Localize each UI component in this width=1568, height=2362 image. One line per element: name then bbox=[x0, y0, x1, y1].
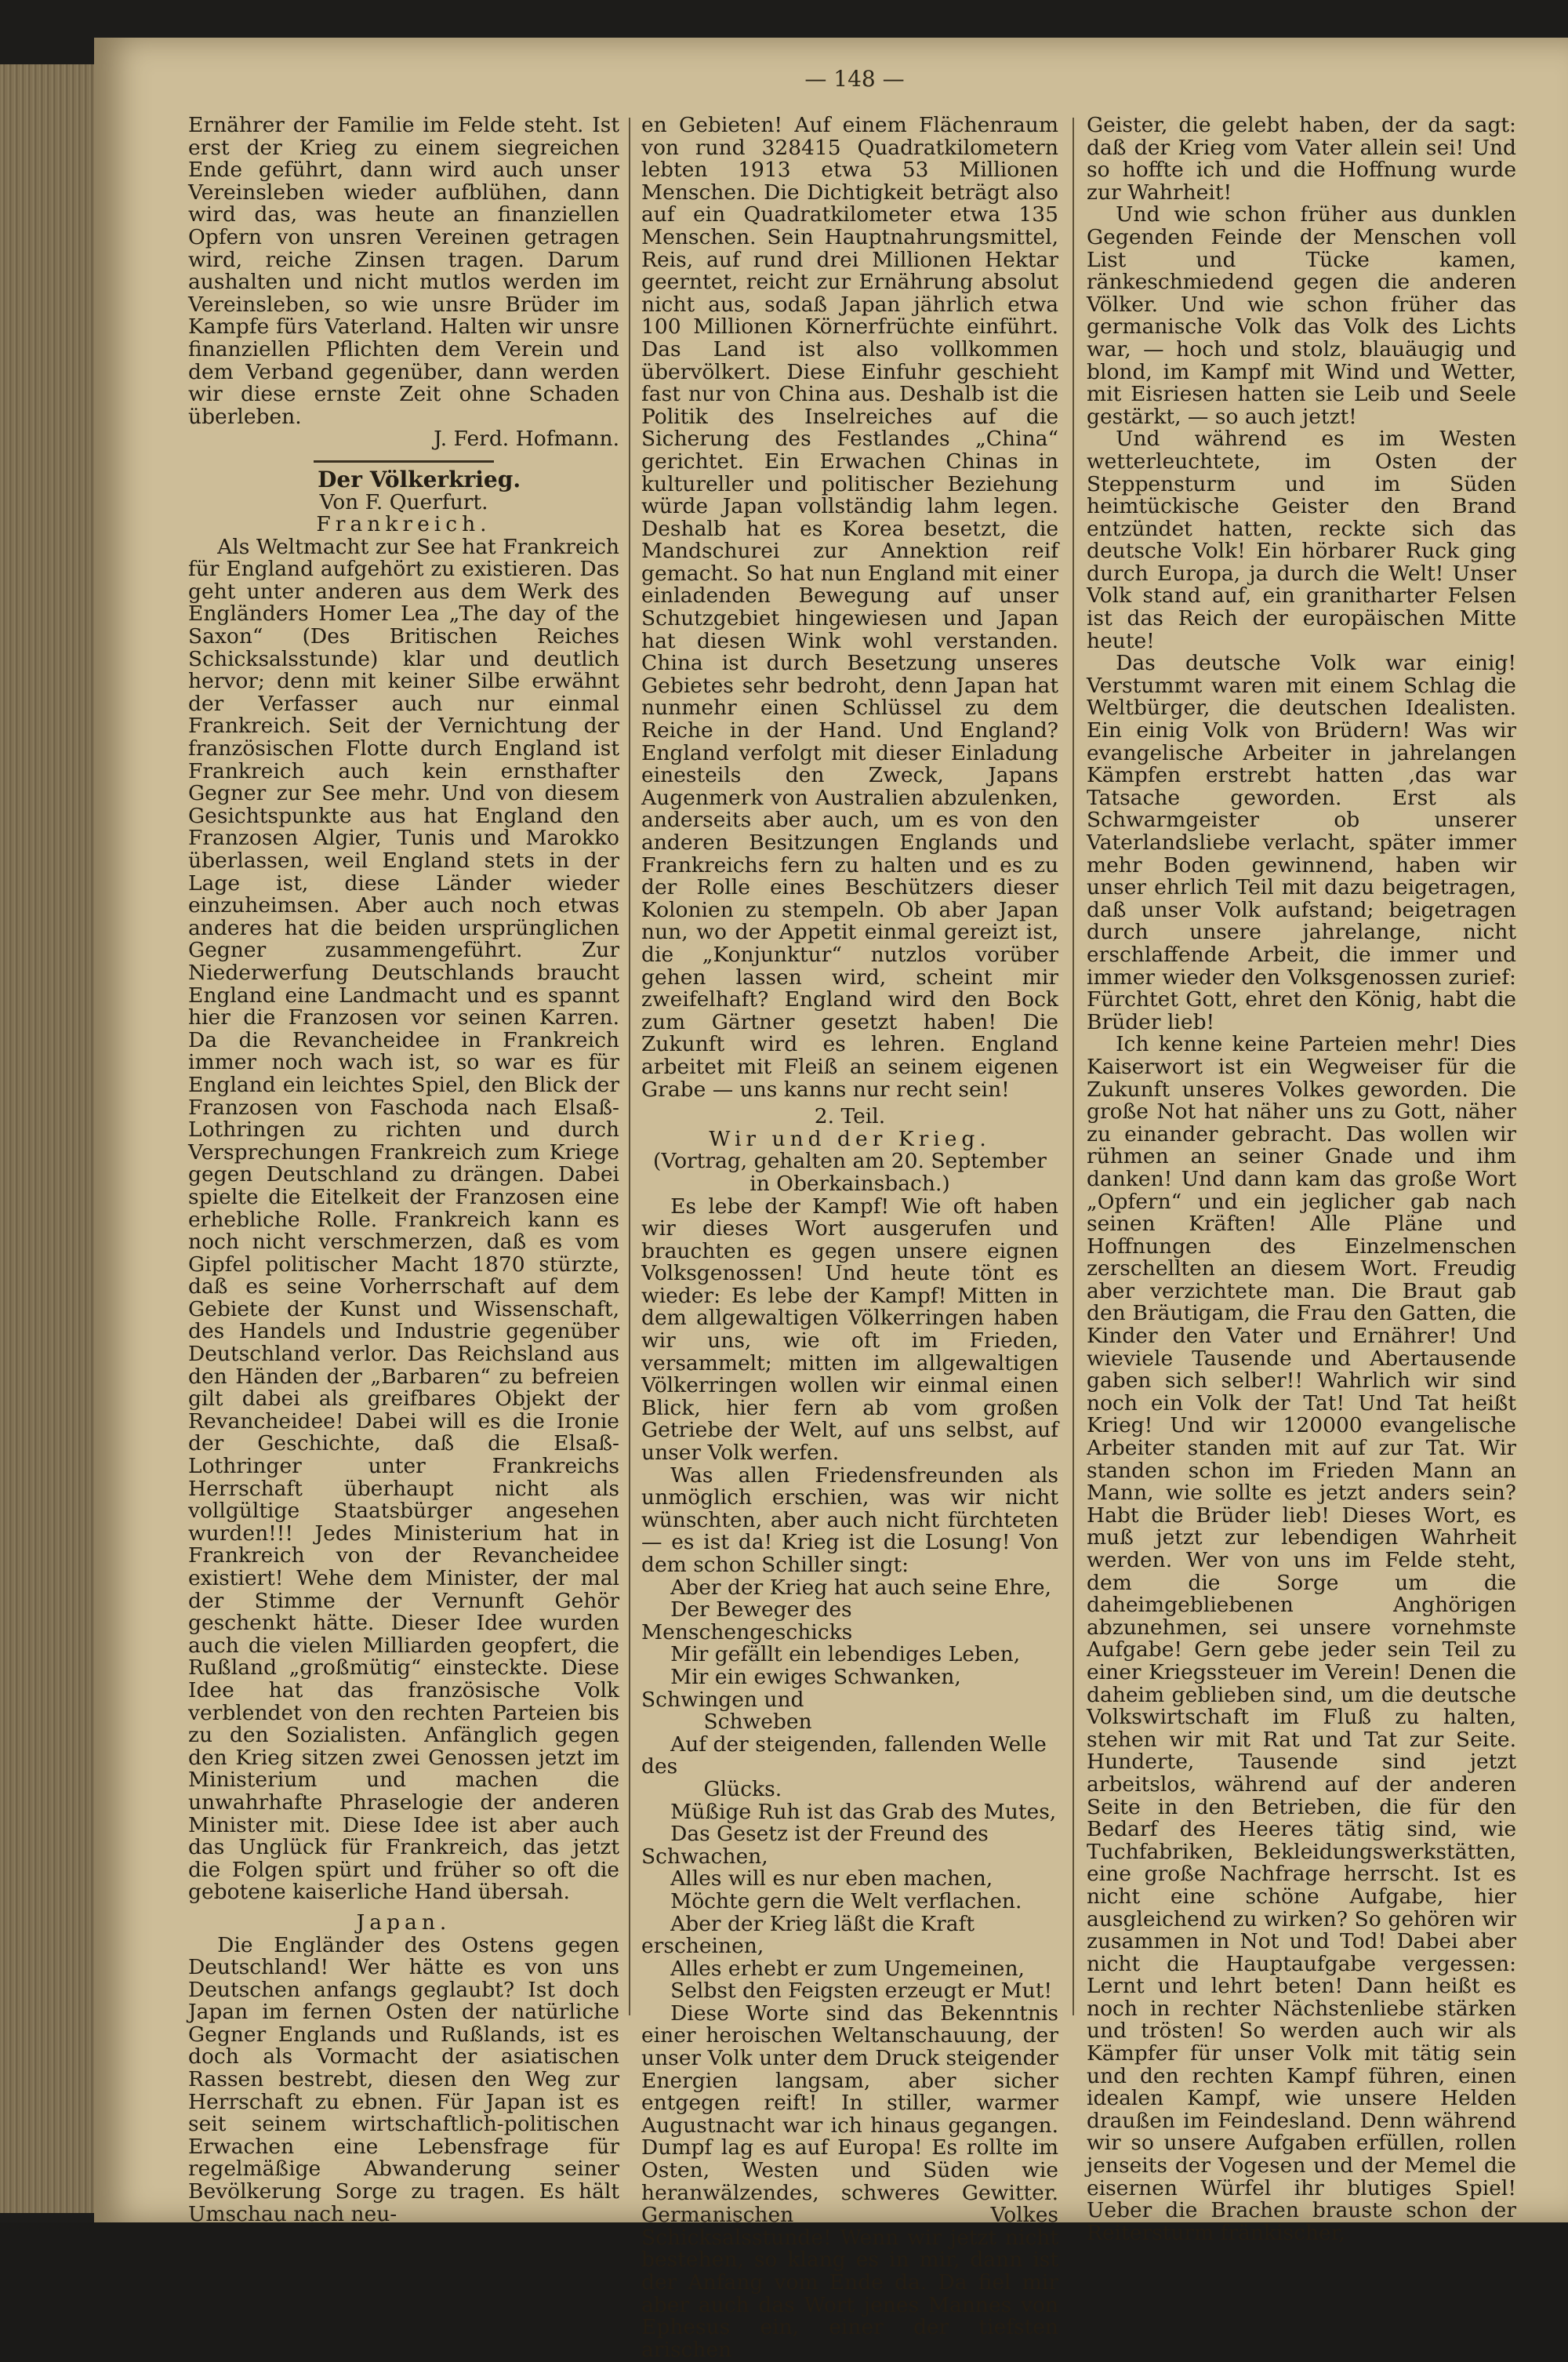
signature: J. Ferd. Hofmann. bbox=[434, 427, 619, 452]
column-1 bbox=[188, 114, 619, 2226]
column-rule-1 bbox=[629, 118, 630, 2015]
poem-line: Selbst den Feigsten erzeugt er Mut! bbox=[670, 1979, 1053, 2004]
part-title: 2. Teil. bbox=[814, 1104, 886, 1129]
poem-line: Müßige Ruh ist das Grab des Mutes, bbox=[670, 1799, 1057, 1824]
paragraph-worte: Diese Worte sind das Bekenntnis einer heroischen Weltanschauung, der unser Volk unter dem Druck steigender Energien langsam, aber sicher entgegen reift! In stiller, warmer Augustnacht war ich hinaus gegangen. Dumpf lag es auf Europa! Es rollte im Osten, Westen und Süden wie heranwälzendes, schweres Gewitter. Germanischen Volkes Schicksalsstunde! Wenn wir jetzt nicht bestehen, so klang es in mir, dann ist der Anfang vom Ende da. Da fiel mir aber auch das Wort jenes Mannes von Ephesus ein, einer der tiefsten arischen bbox=[641, 2000, 1058, 2362]
paragraph-japan-continued: en Gebieten! Auf einem Flächenraum von rund 328415 Quadratkilometern lebten 1913 etwa 53 Millionen Menschen. Die Dichtigkeit beträgt also auf ein Quadratkilometer etwa 135 Menschen. Sein Hauptnahrungsmittel, Reis, auf rund drei Millionen Hektar geerntet, reicht zur Ernährung absolut nicht aus, sodaß Japan jährlich etwa 100 Millionen Körnerfrüchte einführt. Das Land ist also vollkommen übervölkert. Diese Einfuhr geschieht fast nur von China aus. Deshalb ist die Politik des Inselreiches auf die Sicherung des Festlandes „China“ gerichtet. Ein Erwachen Chinas in kultureller und politischer Beziehung würde Japan vollständig lahm legen. Deshalb hat es Korea besetzt, die Mandschurei zur Annektion reif gemacht. So hat nun England mit einer einladenden Bewegung auf unser Schutzgebiet hingewiesen und Japan hat diesen Wink wohl verstanden. China ist durch Besetzung unseres Gebietes sehr bedroht, denn Japan hat nunmehr einen Schlüssel zu dem Reiche in der Hand. Und England? England verfolgt mit dieser Einladung einesteils den Zweck, Japans Augenmerk von Australien abzulenken, anderseits aber auch, um es von den anderen Besitzungen Englands und Frankreichs fern zu halten und es zu der Rolle eines Beschützers dieser Kolonien zu stempeln. Ob aber Japan nun, wo der Appetit einmal gereizt ist, die „Konjunktur“ nutzlos vorüber gehen lassen wird, scheint mir zweifelhaft? England wird den Bock zum Gärtner gesetzt haben! Die Zukunft wird es lehren. England arbeitet mit Fleiß an seinem eigenen Grabe — uns kanns nur recht sein! bbox=[641, 113, 1058, 1102]
paragraph-japan: Die Engländer des Ostens gegen Deutschland! Wer hätte es von uns Deutschen anfangs geglaubt? Ist doch Japan im fernen Osten der natürliche Gegner Englands und Rußlands, ist es doch als Vormacht der asiatischen Rassen bestrebt, diesen den Weg zur Herrschaft zu ebnen. Für Japan ist es seit seinem wirtschaftlich-politischen Erwachen eine Lebensfrage für regelmäßige Abwanderung seiner Bevölkerung Sorge zu tragen. Es hält Umschau nach neu- bbox=[188, 1932, 619, 2226]
column-2 bbox=[641, 114, 1058, 2361]
poem-line: Möchte gern die Welt verflachen. bbox=[670, 1888, 1022, 1913]
paragraph-intro: Ernährer der Familie im Felde steht. Ist erst der Krieg zu einem siegreichen Ende geführt, dann wird auch unser Vereinsleben wieder aufblühen, dann wird das, was heute an finanziellen Opfern von unsren Vereinen getragen wird, reiche Zinsen tragen. Darum aushalten und nicht mutlos werden im Vereinsleben, so wie unsre Brüder im Kampfe fürs Vaterland. Halten wir unsre finanziellen Pflichten dem Verein und dem Verband gegenüber, dann werden wir diese ernste Zeit ohne Schaden überleben. bbox=[188, 113, 619, 429]
column-rule-2 bbox=[1073, 118, 1074, 2015]
paragraph-friedensfreunde: Was allen Friedensfreunden als unmöglich erschien, was wir nicht wünschten, aber auch nicht fürchteten — es ist da! Krieg ist die Losung! Von dem schon Schiller singt: bbox=[641, 1463, 1058, 1577]
column-3 bbox=[1087, 114, 1516, 2244]
paragraph-parteien: Ich kenne keine Parteien mehr! Dies Kaiserwort ist ein Wegweiser für die Zukunft unseres Volkes geworden. Die große Not hat näher uns zu Gott, näher zu einander gebracht. Das wollen wir rühmen an seiner Gnade und ihm danken! Und dann kam das große Wort „Opfern“ und ein jeglicher gab nach seinen Kräften! Alle Pläne und Hoffnungen des Einzelmenschen zerschellten an diesem Wort. Freudig aber verzichtete man. Die Braut gab den Bräutigam, die Frau den Gatten, die Kinder den Vater und Ernährer! Und wieviele Tausende und Abertausende gaben sich selber!! Wahrlich wir sind noch ein Volk der Tat! Und Tat heißt Krieg! Und wir 120000 evangelische Arbeiter standen mit auf zur Tat. Wir standen schon im Frieden Mann an Mann, wie sollte es jetzt anders sein? Habt die Brüder lieb! Dieses Wort, es muß jetzt zur lebendigen Wahrheit werden. Wer von uns im Felde steht, dem die Sorge um die daheimgebliebenen Anghörigen abzunehmen, sei unsere vornehmste Aufgabe! Gern gebe jeder sein Teil zu einer Kriegssteuer im Verein! Denen die daheim geblieben sind, um die deutsche Volkswirtschaft im Fluß zu halten, stehen wir mit Rat und Tat zur Seite. Hunderte, Tausende sind jetzt arbeitslos, während auf der anderen Seite in den Betrieben, die für den Bedarf des Heeres tätig sind, wie Tuchfabriken, Bekleidungswerkstätten, eine große Nachfrage herrscht. Ist es nicht eine schöne Aufgabe, hier ausgleichend zu wirken? So gehören wir zusammen in Not und Tod! Dabei aber nicht die Hauptaufgabe vergessen: Lernt und lehrt beten! Dann heißt es noch in rechter Nächstenliebe stärken und trösten! So werden auch wir als Kämpfer für unser Volk mit tätig sein und den rechten Kampf führen, einen idealen Kampf, wie unsere Helden draußen im Feindesland. Denn während wir so unsere Aufgaben erfüllen, rollen jenseits der Vogesen und der Memel die eisernen Würfel ihr blutiges Spiel! Ueber die Brachen brauste schon der Reitersturm fränkischer, bbox=[1087, 1032, 1516, 2245]
article-title: Der Völkerkrieg. bbox=[318, 466, 521, 492]
schiller-poem bbox=[641, 1577, 1058, 2003]
poem-line: Alles erhebt er zum Ungemeinen, bbox=[670, 1956, 1025, 1981]
paragraph-france: Als Weltmacht zur See hat Frankreich für England aufgehört zu existieren. Das geht unter anderen aus dem Werk des Engländers Homer Lea „The day of the Saxon“ (Des Britischen Reiches Schicksalsstunde) klar und deutlich hervor; denn mit keiner Silbe erwähnt der Verfasser auch nur einmal Frankreich. Seit der Vernichtung der französischen Flotte durch England ist Frankreich auch kein ernsthafter Gegner zur See mehr. Und von diesem Gesichtspunkte aus hat England den Franzosen Algier, Tunis und Marokko überlassen, weil England stets in der Lage ist, diese Länder wieder einzuheimsen. Aber auch noch etwas anderes hat die beiden ursprünglichen Gegner zusammengeführt. Zur Niederwerfung Deutschlands braucht England eine Landmacht und es spannt hier die Franzosen vor seinen Karren. Da die Revancheidee in Frankreich immer noch wach ist, so war es für England ein leichtes Spiel, den Blick der Franzosen von Faschoda nach Elsaß-Lothringen zu richten und durch Versprechungen Frankreich zum Kriege gegen Deutschland zu drängen. Dabei spielte die Eitelkeit der Franzosen eine erhebliche Rolle. Frankreich kann es noch nicht verschmerzen, daß es vom Gipfel politischer Macht 1870 stürzte, daß es seine Vorherrschaft auf dem Gebiete der Kunst und Wissenschaft, des Handels und Industrie gegenüber Deutschland verlor. Das Reichsland aus den Händen der „Barbaren“ zu befreien gilt dabei als greifbares Objekt der Revancheidee! Dabei will es die Ironie der Geschichte, daß die Elsaß-Lothringer unter Frankreichs Herrschaft überhaupt nicht als vollgültige Staatsbürger angesehen wurden!!! Jedes Ministerium hat in Frankreich von der Revancheidee existiert! Wehe dem Minister, der mal der Stimme der Vernunft Gehör geschenkt hätte. Dieser Idee wurden auch die vielen Milliarden geopfert, die Rußland „großmütig“ einsteckte. Diese Idee hat das französische Volk verblendet von den rechten Parteien bis zu den Sozialisten. Anfänglich gegen den Krieg sitzen zwei Genossen jetzt im Ministerium und machen die unwahrhafte Phraselogie der anderen Minister mit. Diese Idee ist aber auch das Unglück für Frankreich, das jetzt die Folgen spürt und früher so oft die gebotene kaiserliche Hand übersah. bbox=[188, 534, 619, 1905]
poem-line: Das Gesetz ist der Freund des Schwachen, bbox=[641, 1822, 989, 1869]
part-subtitle: Wir und der Krieg. bbox=[709, 1126, 991, 1151]
poem-line: Der Beweger des Menschengeschicks bbox=[641, 1597, 853, 1644]
paragraph-einig: Das deutsche Volk war einig! Verstummt waren mit einem Schlag die Weltbürger, die deutschen Idealisten. Ein einig Volk von Brüdern! Was wir evangelische Arbeiter in jahrelangen Kämpfen erstrebt hatten ,das war Tatsache geworden. Erst als Schwarmgeister ob unserer Vaterlandsliebe verlacht, später immer mehr Boden gewinnend, haben wir unser ehrlich Teil mit dazu beigetragen, daß unser Volk aufstand; beigetragen durch unsere jahrelange, nicht erschlaffende Arbeit, die immer und immer wieder den Volksgenossen zurief: Fürchtet Gott, ehret den König, habt die Brüder lieb! bbox=[1087, 651, 1516, 1034]
poem-line: Schweben bbox=[703, 1710, 812, 1735]
paragraph-geister: Geister, die gelebt haben, der da sagt: daß der Krieg vom Vater allein sei! Und so hoffte ich und die Hoffnung wurde zur Wahrheit! bbox=[1087, 113, 1516, 205]
poem-line: Mir ein ewiges Schwanken, Schwingen und bbox=[641, 1664, 961, 1712]
section-divider bbox=[314, 460, 494, 463]
article-author: Von F. Querfurt. bbox=[319, 489, 488, 514]
poem-line: Glücks. bbox=[703, 1776, 782, 1801]
paragraph-kampf: Es lebe der Kampf! Wie oft haben wir dieses Wort ausgerufen und brauchten es gegen unsere eignen Volksgenossen! Und heute tönt es wieder: Es lebe der Kampf! Mitten in dem allgewaltigen Völkerringen haben wir uns, wie oft im Frieden, versammelt; mitten im allgewaltigen Völkerringen wollen wir einmal einen Blick, hier fern ab vom großen Getriebe der Welt, auf uns selbst, auf unser Volk werfen. bbox=[641, 1194, 1058, 1466]
lecture-note: (Vortrag, gehalten am 20. September in Oberkainsbach.) bbox=[653, 1149, 1047, 1196]
poem-line: Alles will es nur eben machen, bbox=[670, 1866, 993, 1891]
section-heading-france: Frankreich. bbox=[316, 512, 492, 537]
poem-line: Auf der steigenden, fallenden Welle des bbox=[641, 1732, 1047, 1779]
paragraph-westen: Und während es im Westen wetterleuchtete, im Osten der Steppensturm und im Süden heimtückische Geister den Brand entzündet hatten, reckte sich das deutsche Volk! Ein hörbarer Ruck ging durch Europa, ja durch die Welt! Unser Volk stand auf, ein granitharter Felsen ist das Reich der europäischen Mitte heute! bbox=[1087, 427, 1516, 653]
section-heading-japan: Japan. bbox=[356, 1910, 452, 1935]
paragraph-frueher: Und wie schon früher aus dunklen Gegenden Feinde der Menschen voll List und Tücke kamen, ränkeschmiedend gegen die anderen Völker. Und wie schon früher das germanische Volk das Volk des Lichts war, — hoch und stolz, blauäugig und blond, im Kampf mit Wind und Wetter, mit Eisriesen hatten sie Leib und Seele gestärkt, — so auch jetzt! bbox=[1087, 202, 1516, 429]
poem-line: Mir gefällt ein lebendiges Leben, bbox=[670, 1642, 1021, 1667]
poem-line: Aber der Krieg hat auch seine Ehre, bbox=[670, 1575, 1051, 1600]
page-number: — 148 — bbox=[804, 66, 905, 92]
poem-line: Aber der Krieg läßt die Kraft erscheinen, bbox=[641, 1911, 975, 1959]
